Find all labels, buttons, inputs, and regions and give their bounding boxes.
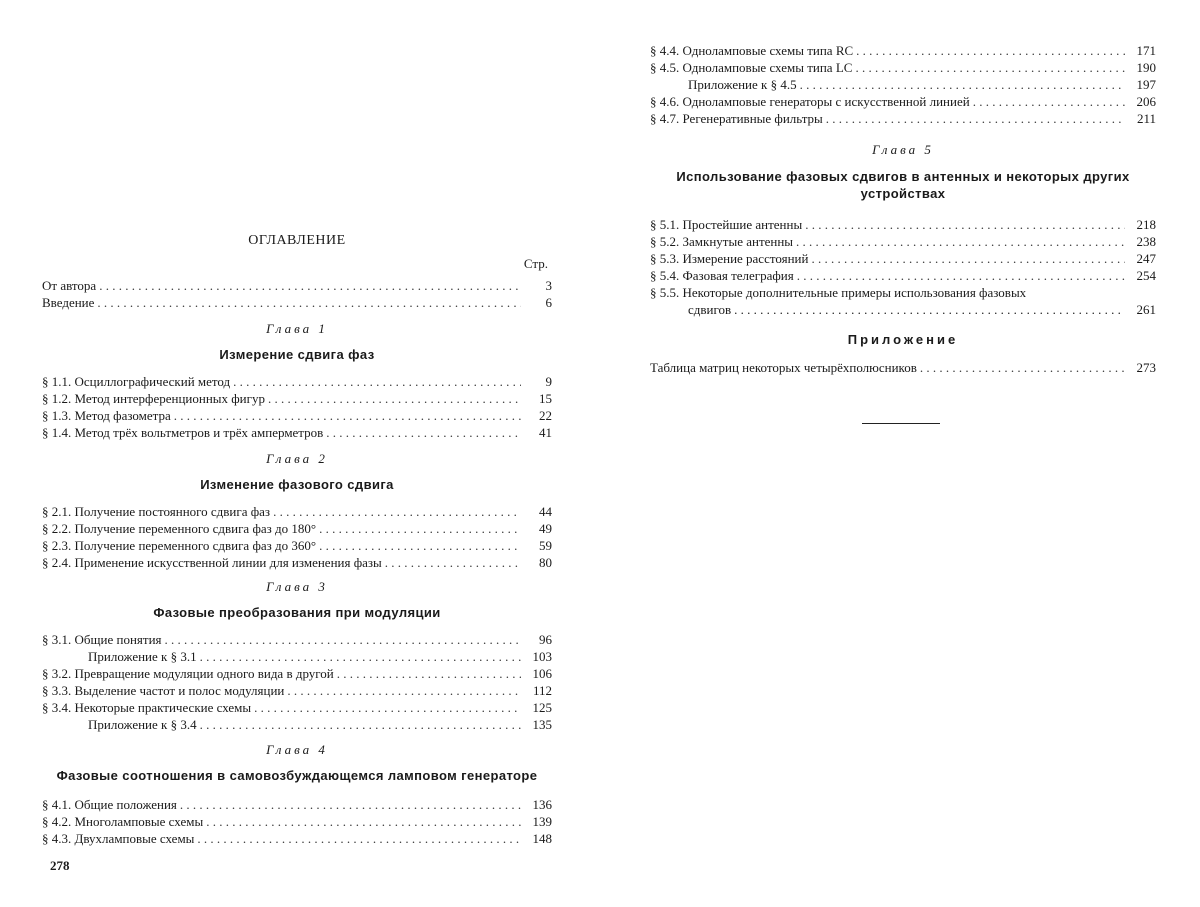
toc-entry-label: Приложение к § 4.5 xyxy=(688,77,797,92)
toc-entry-page: 273 xyxy=(1136,360,1156,375)
toc-entry-page: 190 xyxy=(1136,60,1156,75)
toc-entry[interactable] xyxy=(650,284,1156,318)
toc-entry-page: 106 xyxy=(532,666,552,681)
toc-entry[interactable] xyxy=(650,267,1156,284)
toc-entry[interactable] xyxy=(650,250,1156,267)
toc-entry[interactable] xyxy=(42,503,552,520)
toc-entry-page: 238 xyxy=(1136,234,1156,249)
toc-entry[interactable] xyxy=(42,813,552,830)
toc-entry[interactable] xyxy=(650,233,1156,250)
toc-entry-label: § 3.4. Некоторые практические схемы xyxy=(42,700,252,715)
dot-leader xyxy=(855,59,1125,76)
page-column-label: Стр. xyxy=(523,256,548,271)
chapter-title: Измерение сдвига фаз xyxy=(219,347,375,362)
toc-entry[interactable] xyxy=(42,390,552,407)
toc-entry-label: § 5.4. Фазовая телеграфия xyxy=(650,268,794,283)
dot-leader xyxy=(797,267,1125,284)
toc-entry-page: 6 xyxy=(545,295,552,310)
toc-entry-label: От автора xyxy=(42,278,97,293)
chapter-label: Глава 1 xyxy=(266,321,328,336)
chapter-4 xyxy=(42,741,552,847)
toc-entry[interactable] xyxy=(42,631,552,648)
dot-leader xyxy=(800,76,1125,93)
dot-leader xyxy=(287,682,521,699)
dot-leader xyxy=(200,716,521,733)
toc-entry[interactable] xyxy=(42,716,552,733)
appendix-section xyxy=(650,332,1156,376)
dot-leader xyxy=(319,537,521,554)
dot-leader xyxy=(233,373,521,390)
chapter-label: Глава 3 xyxy=(266,579,328,594)
front-matter-list xyxy=(42,277,552,311)
toc-entry[interactable] xyxy=(42,520,552,537)
toc-entry-label: § 4.7. Регенеративные фильтры xyxy=(650,111,823,126)
toc-entry-label: § 2.1. Получение постоянного сдвига фаз xyxy=(42,504,271,519)
toc-entry[interactable] xyxy=(42,830,552,847)
toc-entry-page: 41 xyxy=(539,425,552,440)
toc-entry-label: § 5.2. Замкнутые антенны xyxy=(650,234,794,249)
dot-leader xyxy=(385,554,521,571)
toc-entry-label: § 3.1. Общие понятия xyxy=(42,632,162,647)
dot-leader xyxy=(206,813,521,830)
chapter-label: Глава 5 xyxy=(872,142,934,157)
toc-entry-page: 44 xyxy=(539,504,552,519)
toc-entry-page: 247 xyxy=(1136,251,1156,266)
dot-leader xyxy=(174,407,521,424)
chapter-label: Глава 4 xyxy=(266,742,328,757)
toc-entry-label: § 4.1. Общие положения xyxy=(42,797,177,812)
dot-leader xyxy=(326,424,521,441)
toc-entry-label: § 4.4. Одноламповые схемы типа RC xyxy=(650,43,854,58)
toc-entry-label: § 2.4. Применение искусственной линии для изменения фазы xyxy=(42,555,382,570)
toc-entry-label: § 3.2. Превращение модуляции одного вида в другой xyxy=(42,666,334,681)
toc-entry-label: § 1.3. Метод фазометра xyxy=(42,408,171,423)
toc-entry[interactable] xyxy=(42,554,552,571)
toc-entry-label: § 1.2. Метод интерференционных фигур xyxy=(42,391,265,406)
toc-entry-page: 197 xyxy=(1136,77,1156,92)
toc-entry-label: Таблица матриц некоторых четырёхполюсников xyxy=(650,360,917,375)
toc-entry-label: § 5.1. Простейшие антенны xyxy=(650,217,803,232)
dot-leader xyxy=(268,390,521,407)
appendix-title: Приложение xyxy=(847,332,959,347)
dot-leader xyxy=(826,110,1125,127)
toc-entry[interactable] xyxy=(650,42,1156,59)
toc-entry[interactable] xyxy=(42,294,552,311)
toc-entry[interactable] xyxy=(42,373,552,390)
toc-entry-page: 139 xyxy=(532,814,552,829)
toc-entry-continuation xyxy=(650,301,1156,318)
chapter-title: Фазовые соотношения в самовозбуждающемся ламповом генераторе xyxy=(56,768,538,783)
toc-entry-page: 59 xyxy=(539,538,552,553)
toc-entry-page: 22 xyxy=(539,408,552,423)
toc-entry-label: Приложение к § 3.4 xyxy=(88,717,197,732)
dot-leader xyxy=(200,648,521,665)
page-number: 278 xyxy=(50,858,70,873)
toc-title: ОГЛАВЛЕНИЕ xyxy=(248,233,346,248)
toc-entry[interactable] xyxy=(42,682,552,699)
dot-leader xyxy=(165,631,521,648)
chapter-title: Использование фазовых сдвигов в антенных и некоторых других устройствах xyxy=(676,169,1130,201)
dot-leader xyxy=(920,359,1125,376)
chapter-2 xyxy=(42,450,552,571)
dot-leader xyxy=(973,93,1125,110)
dot-leader xyxy=(180,796,521,813)
toc-entry-page: 15 xyxy=(539,391,552,406)
toc-entry-page: 148 xyxy=(532,831,552,846)
toc-entry-page: 3 xyxy=(545,278,552,293)
toc-entry[interactable] xyxy=(42,277,552,294)
toc-entry[interactable] xyxy=(42,407,552,424)
toc-entry-page: 125 xyxy=(532,700,552,715)
dot-leader xyxy=(811,250,1125,267)
chapter-label: Глава 2 xyxy=(266,451,328,466)
toc-entry-label: § 1.1. Осциллографический метод xyxy=(42,374,231,389)
toc-entry-page: 103 xyxy=(532,649,552,664)
chapter-4-continued xyxy=(650,42,1156,127)
dot-leader xyxy=(337,665,521,682)
chapter-3 xyxy=(42,578,552,733)
toc-entry-page: 254 xyxy=(1136,268,1156,283)
end-divider xyxy=(862,423,940,424)
toc-entry-label: § 2.3. Получение переменного сдвига фаз до 360° xyxy=(42,538,317,553)
dot-leader xyxy=(796,233,1125,250)
chapter-title: Изменение фазового сдвига xyxy=(200,477,394,492)
toc-entry-label: § 4.3. Двухламповые схемы xyxy=(42,831,195,846)
toc-entry-page: 80 xyxy=(539,555,552,570)
toc-entry[interactable] xyxy=(650,110,1156,127)
toc-entry[interactable] xyxy=(650,216,1156,233)
chapter-title: Фазовые преобразования при модуляции xyxy=(153,605,441,620)
toc-entry-label: § 2.2. Получение переменного сдвига фаз до 180° xyxy=(42,521,317,536)
dot-leader xyxy=(99,277,521,294)
dot-leader xyxy=(319,520,521,537)
toc-entry-page: 112 xyxy=(532,683,552,698)
toc-entry-label: § 4.2. Многоламповые схемы xyxy=(42,814,204,829)
toc-entry-label-cont: сдвигов xyxy=(688,302,732,317)
toc-entry-page: 135 xyxy=(532,717,552,732)
toc-entry[interactable] xyxy=(42,537,552,554)
dot-leader xyxy=(856,42,1125,59)
toc-entry-label: § 4.6. Одноламповые генераторы с искусственной линией xyxy=(650,94,970,109)
toc-entry-page: 206 xyxy=(1136,94,1156,109)
toc-entry-label: § 3.3. Выделение частот и полос модуляции xyxy=(42,683,285,698)
toc-entry-page: 171 xyxy=(1136,43,1156,58)
chapter-1 xyxy=(42,320,552,441)
toc-entry-page: 9 xyxy=(545,374,552,389)
toc-entry[interactable] xyxy=(42,665,552,682)
dot-leader xyxy=(197,830,521,847)
toc-entry-page: 261 xyxy=(1136,302,1156,317)
toc-entry-page: 211 xyxy=(1136,111,1156,126)
dot-leader xyxy=(805,216,1125,233)
toc-entry[interactable] xyxy=(42,648,552,665)
toc-entry[interactable] xyxy=(650,59,1156,76)
toc-entry-page: 136 xyxy=(532,797,552,812)
toc-entry-label: § 5.3. Измерение расстояний xyxy=(650,251,809,266)
toc-entry-label: § 4.5. Одноламповые схемы типа LC xyxy=(650,60,853,75)
dot-leader xyxy=(734,301,1125,318)
toc-entry-label: § 1.4. Метод трёх вольтметров и трёх амперметров xyxy=(42,425,324,440)
toc-entry-page: 218 xyxy=(1136,217,1156,232)
toc-entry[interactable] xyxy=(42,796,552,813)
dot-leader xyxy=(254,699,521,716)
toc-entry-label: § 5.5. Некоторые дополнительные примеры использования фазовых xyxy=(650,285,1027,300)
toc-entry[interactable] xyxy=(42,699,552,716)
dot-leader xyxy=(273,503,521,520)
toc-entry[interactable] xyxy=(650,359,1156,376)
toc-entry-label: Приложение к § 3.1 xyxy=(88,649,197,664)
toc-entry-page: 49 xyxy=(539,521,552,536)
toc-entry[interactable] xyxy=(650,76,1156,93)
chapter-5 xyxy=(650,141,1156,318)
toc-entry[interactable] xyxy=(42,424,552,441)
toc-entry-label: Введение xyxy=(42,295,95,310)
dot-leader xyxy=(97,294,521,311)
toc-entry-page: 96 xyxy=(539,632,552,647)
toc-entry[interactable] xyxy=(650,93,1156,110)
